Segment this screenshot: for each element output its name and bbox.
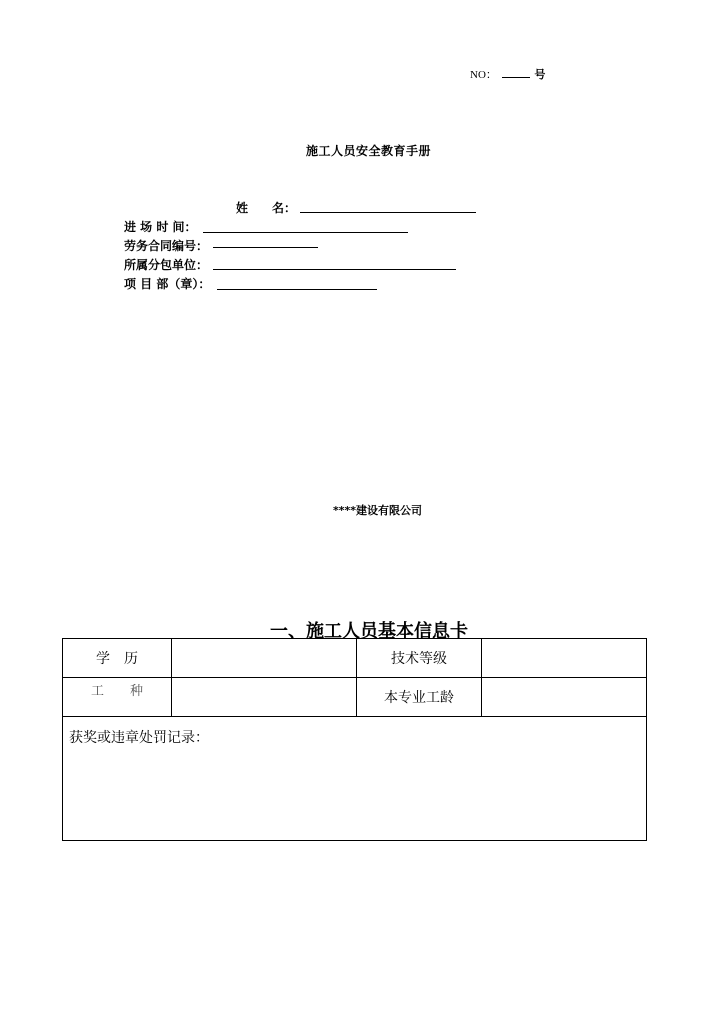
education-label: 学 历	[63, 639, 172, 678]
section-heading: 一、施工人员基本信息卡	[270, 621, 468, 642]
name-blank[interactable]	[300, 212, 476, 213]
doc-number	[470, 66, 545, 82]
subcontractor-label: 所属分包单位：	[124, 258, 209, 272]
entry-time-label: 进 场 时 间：	[124, 220, 197, 234]
name-label: 姓 名：	[236, 201, 297, 215]
remarks-field[interactable]	[63, 717, 647, 841]
info-card-table	[62, 638, 647, 841]
tech-level-field[interactable]	[482, 639, 647, 678]
entry-time-blank[interactable]	[203, 232, 408, 233]
trade-field[interactable]	[172, 678, 357, 717]
manual-title: 施工人员安全教育手册	[306, 144, 432, 158]
trade-label: 工 种	[90, 683, 143, 699]
table-row	[63, 717, 647, 841]
years-field[interactable]	[482, 678, 647, 717]
company-name: ****建设有限公司	[333, 504, 423, 517]
tech-level-label: 技术等级	[357, 639, 482, 678]
education-field[interactable]	[172, 639, 357, 678]
remarks-label: 获奖或违章处罚记录：	[69, 730, 209, 746]
project-dept-label: 项 目 部（章）：	[124, 277, 211, 291]
subcontractor-blank[interactable]	[213, 269, 456, 270]
trade-label-cell	[63, 678, 172, 717]
table-row	[63, 639, 647, 678]
project-dept-blank[interactable]	[217, 289, 377, 290]
doc-number-blank[interactable]	[502, 67, 530, 78]
table-row	[63, 678, 647, 717]
doc-number-suffix: 号	[534, 69, 546, 81]
contract-no-blank[interactable]	[213, 247, 318, 248]
contract-no-label: 劳务合同编号：	[124, 239, 209, 253]
doc-number-label: NO：	[470, 69, 497, 81]
years-label: 本专业工龄	[357, 678, 482, 717]
